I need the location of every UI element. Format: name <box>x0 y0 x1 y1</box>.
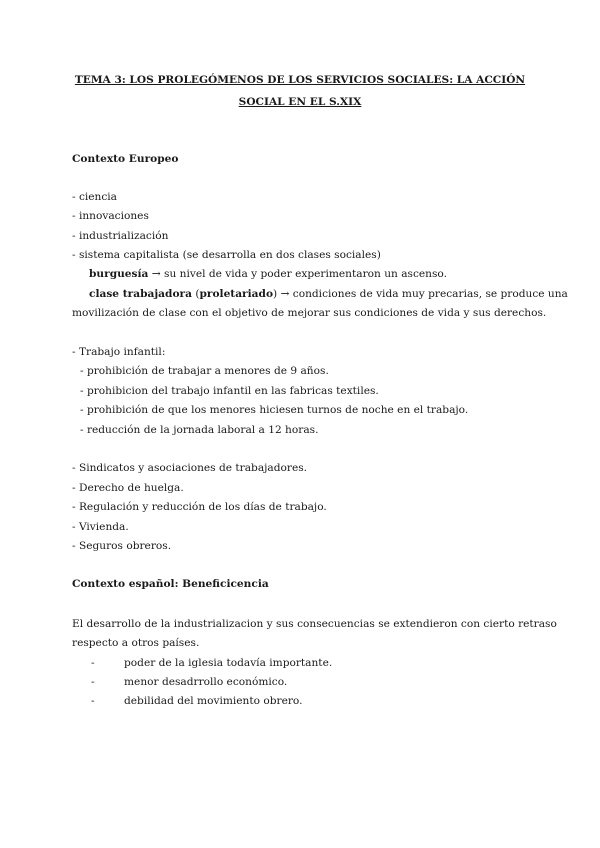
trabajadora-term: clase trabajadora <box>89 288 192 300</box>
burguesia-line <box>89 267 447 281</box>
list-item: - prohibicion del trabajo infantil en las fabricas textiles. <box>80 385 379 397</box>
bullet-dash: - <box>91 657 95 669</box>
section-heading-europa: Contexto Europeo <box>72 153 179 165</box>
list-item: debilidad del movimiento obrero. <box>124 695 303 707</box>
list-item: - Derecho de huelga. <box>72 482 184 494</box>
list-item: - Vivienda. <box>72 521 129 533</box>
trabajadora-continuation: movilización de clase con el objetivo de mejorar sus condiciones de vida y sus derechos. <box>72 307 547 319</box>
list-item: - reducción de la jornada laboral a 12 horas. <box>80 424 319 436</box>
section-heading-espana: Contexto español: Beneficicencia <box>72 578 269 590</box>
burguesia-text: → su nivel de vida y poder experimentaron un ascenso. <box>148 268 447 280</box>
page-title-line-2: SOCIAL EN EL S.XIX <box>238 96 362 108</box>
burguesia-term: burguesía <box>89 268 149 280</box>
list-item: poder de la iglesia todavía importante. <box>124 657 333 669</box>
bullet-dash: - <box>91 676 95 688</box>
list-item: - Sindicatos y asociaciones de trabajadores. <box>72 462 308 474</box>
list-item: - Regulación y reducción de los días de trabajo. <box>72 501 327 513</box>
page-title-line-1: TEMA 3: LOS PROLEGÓMENOS DE LOS SERVICIOS SOCIALES: LA ACCIÓN <box>74 74 526 86</box>
proletariado-term: proletariado <box>199 288 274 300</box>
paragraph-line: El desarrollo de la industrializacion y sus consecuencias se extendieron con cierto retraso <box>72 618 557 630</box>
bullet-dash: - <box>91 695 95 707</box>
list-item: - Seguros obreros. <box>72 540 172 552</box>
section-heading-infantil: - Trabajo infantil: <box>72 346 166 358</box>
list-item: menor desadrrollo económico. <box>124 676 288 688</box>
list-item: - prohibición de que los menores hiciesen turnos de noche en el trabajo. <box>80 404 469 416</box>
list-item: - prohibición de trabajar a menores de 9 años. <box>80 365 329 377</box>
list-item: - innovaciones <box>72 210 149 222</box>
paragraph-line: respecto a otros países. <box>72 637 200 649</box>
trabajadora-paren: ( <box>191 288 200 300</box>
trabajadora-text: ) → condiciones de vida muy precarias, se produce una <box>273 288 568 300</box>
list-item: - industrialización <box>72 230 169 242</box>
list-item: - ciencia <box>72 191 117 203</box>
trabajadora-line <box>89 287 568 301</box>
list-item: - sistema capitalista (se desarrolla en dos clases sociales) <box>72 249 381 261</box>
